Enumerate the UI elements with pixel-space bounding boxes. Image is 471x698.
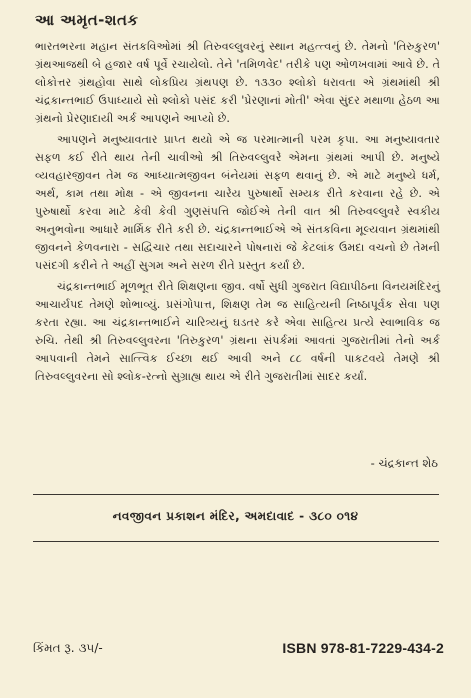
page-title: આ અમૃત-શતક xyxy=(35,11,139,29)
price-label: કિંમત રૂ. ૩૫/- xyxy=(33,641,103,655)
bottom-divider xyxy=(33,541,439,542)
description-body xyxy=(35,38,440,389)
paragraph-2: આપણને મનુષ્યાવતાર પ્રાપ્ત થયો એ જ પરમાત્માની પરમ કૃપા. આ મનુષ્યાવતાર સફળ કઈ રીતે થાય તેની ચાવીઓ શ્રી તિરુવલ્લુવરે એમના ગ્રંથમાં આપી છે. મનુષ્યે વ્યવહારજીવન તેમ જ આધ્યાત્મજીવન બંનેયમાં સફળ થવાનું છે. એ માટે મનુષ્યે ધર્મ, અર્થ, કામ તથા મોક્ષ - એ જીવનના ચારેય પુરુષાર્થો સમ્યક રીતે કરવાના રહે છે. એ પુરુષાર્થો કરવા માટે કેવી કેવી ગુણસંપત્તિ જોઈએ તેની વાત શ્રી તિરુવલ્લુવરે સ્વકીય અનુભવોના આધારે માર્મિક રીતે કરી છે. ચંદ્રકાન્તભાઈએ એ સંતકવિના મૂલ્યવાન ગ્રંથમાંથી જીવનને કેળવનારા - સદ્વિચાર તથા સદાચારને પોષનારાં જે કેટલાંક ઉમદા વચનો છે તેમની પસંદગી કરીને તે અહીં સુગમ અને સરળ રીતે પ્રસ્તુત કર્યાં છે. xyxy=(35,133,440,272)
author-signature: - ચંદ્રકાન્ત શેઠ xyxy=(370,456,438,470)
publisher-line: નવજીવન પ્રકાશન મંદિર, અમદાવાદ - ૩૮૦ ૦૧૪ xyxy=(112,509,359,523)
top-divider xyxy=(33,494,439,495)
paragraph-3: ચંદ્રકાન્તભાઈ મૂળભૂત રીતે શિક્ષણના જીવ. વર્ષો સુધી ગુજરાત વિદ્યાપીઠના વિનયમંદિરનું આચાર્યપદ તેમણે શોભાવ્યું. પ્રસંગોપાત્ત, શિક્ષણ તેમ જ સાહિત્યની નિષ્ઠાપૂર્વક સેવા પણ કરતા રહ્યા. આ ચંદ્રકાન્તભાઈને ચારિત્ર્યનું ઘડતર કરે એવા સાહિત્ય પ્રત્યે સ્વાભાવિક જ રુચિ. તેથી શ્રી તિરુવલ્લુવરના 'તિરુકુરળ' ગ્રંથના સંપર્કમાં આવતાં ગુજરાતીમાં તેનો અર્ક આપવાની તેમને સાત્ત્વિક ઈચ્છા થઈ આવી અને ૮૮ વર્ષની પાકટવયે તેમણે શ્રી તિરુવલ્લુવરના સો શ્લોક-રત્નો સુગ્રાહ્ય થાય એ રીતે ગુજરાતીમાં સાદર કર્યાં. xyxy=(35,280,440,383)
paragraph-1: ભારતભરના મહાન સંતકવિઓમાં શ્રી તિરુવલ્લુવરનું સ્થાન મહત્ત્વનું છે. તેમનો 'તિરુકુરળ' ગ્રંથઆજથી બે હજાર વર્ષ પૂર્વે રચાયેલો. તેને 'તમિળવેદ' તરીકે પણ ઓળખવામાં આવે છે. તે લોકોત્તર ગ્રંથહોવા સાથે લોકપ્રિય ગ્રંથપણ છે. ૧૩૩૦ શ્લોકો ધરાવતા એ ગ્રંથમાંથી શ્રી ચંદ્રકાન્તભાઈ ઉપાધ્યાયે સો શ્લોકો પસંદ કરી 'પ્રેરણાનાં મોતી' એવા સુંદર મથાળા હેઠળ આ ગ્રંથનો પ્રેરણાદાયી અર્ક આપણને આપ્યો છે. xyxy=(35,40,440,125)
isbn-label: ISBN 978-81-7229-434-2 xyxy=(282,640,444,656)
